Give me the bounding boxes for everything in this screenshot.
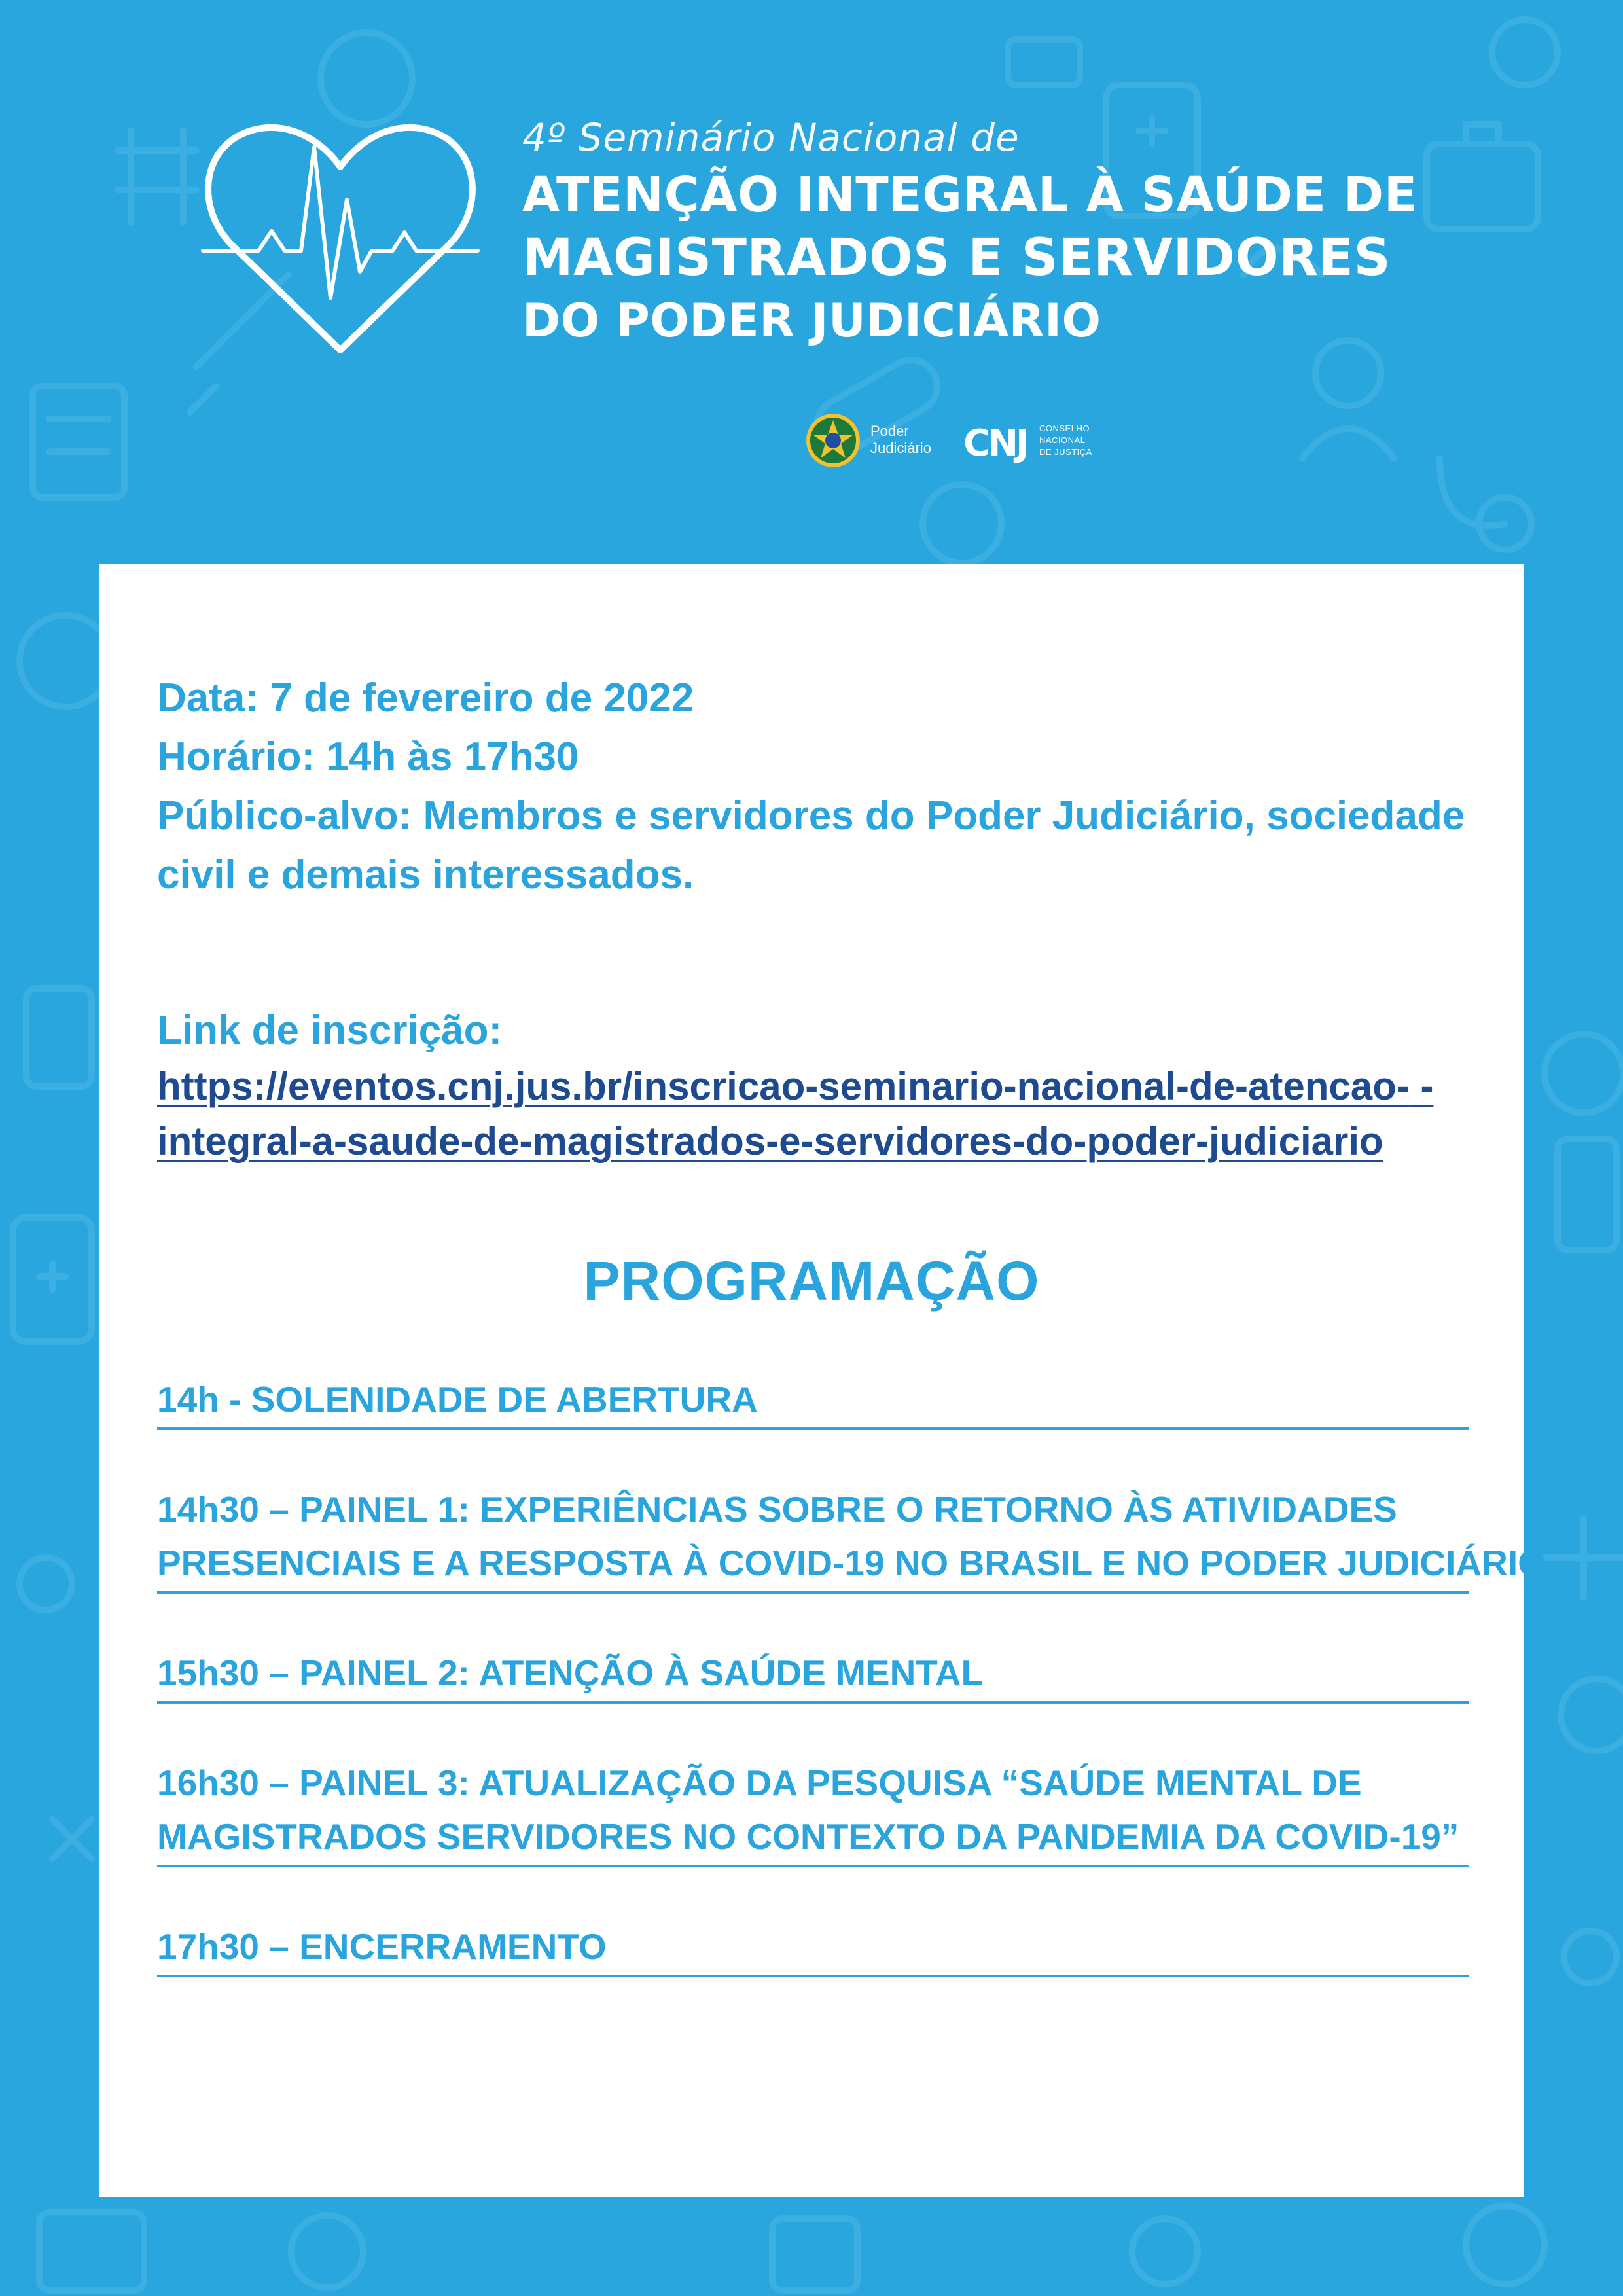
event-audience-line-1: Público-alvo: Membros e servidores do Poder Judiciário, sociedade [157, 793, 1465, 838]
brasao-seal-icon [805, 412, 861, 469]
event-title-line-3: DO PODER JUDICIÁRIO [522, 294, 1101, 348]
registration-block [157, 1003, 1466, 1169]
programacao-item: 14h - SOLENIDADE DE ABERTURA [157, 1372, 1469, 1430]
registration-link[interactable] [157, 1059, 1466, 1169]
programacao-item: 15h30 – PAINEL 2: ATENÇÃO À SAÚDE MENTAL [157, 1646, 1469, 1704]
header [0, 0, 1623, 563]
institution-logos [805, 412, 1113, 471]
registration-link-line-2: -integral-a-saude-de-magistrados-e-servidores-do-poder-judiciario [157, 1064, 1434, 1163]
event-date: Data: 7 de fevereiro de 2022 [157, 675, 694, 721]
event-time: Horário: 14h às 17h30 [157, 734, 579, 780]
poder-judiciario-label: Poder Judiciário [870, 423, 931, 456]
registration-label: Link de inscrição: [157, 1008, 503, 1053]
content-card [99, 564, 1546, 2197]
heart-pulse-icon [196, 121, 484, 357]
programacao-list [157, 1372, 1546, 2030]
event-subtitle: 4º Seminário Nacional de [522, 115, 1020, 160]
event-title-line-2: MAGISTRADOS E SERVIDORES [522, 228, 1391, 287]
programacao-title: PROGRAMAÇÃO [583, 1250, 1040, 1312]
cnj-logo-icon [962, 419, 1041, 465]
event-title-line-1: ATENÇÃO INTEGRAL À SAÚDE DE [522, 167, 1418, 223]
svg-text:CNJ: CNJ [963, 422, 1027, 465]
event-info [157, 669, 1466, 905]
registration-link-line-1: https://eventos.cnj.jus.br/inscricao-seminario-nacional-de-atencao- [157, 1064, 1410, 1108]
tablet-round-icon [20, 615, 111, 707]
programacao-item: 14h30 – PAINEL 1: EXPERIÊNCIAS SOBRE O RETORNO ÀS ATIVIDADES PRESENCIAIS E A RESPOSTA À COVID-19 NO BRASIL E NO PODER JUDICIÁRIO [157, 1482, 1469, 1594]
programacao-item: 16h30 – PAINEL 3: ATUALIZAÇÃO DA PESQUISA “SAÚDE MENTAL DE MAGISTRADOS SERVIDORES NO CONTEXTO DA PANDEMIA DA COVID-19” [157, 1756, 1469, 1867]
cnj-label: CONSELHO NACIONAL DE JUSTIÇA [1039, 423, 1092, 457]
event-title [522, 111, 1504, 352]
event-audience-line-2: civil e demais interessados. [157, 852, 694, 897]
programacao-item: 17h30 – ENCERRAMENTO [157, 1920, 1469, 1977]
